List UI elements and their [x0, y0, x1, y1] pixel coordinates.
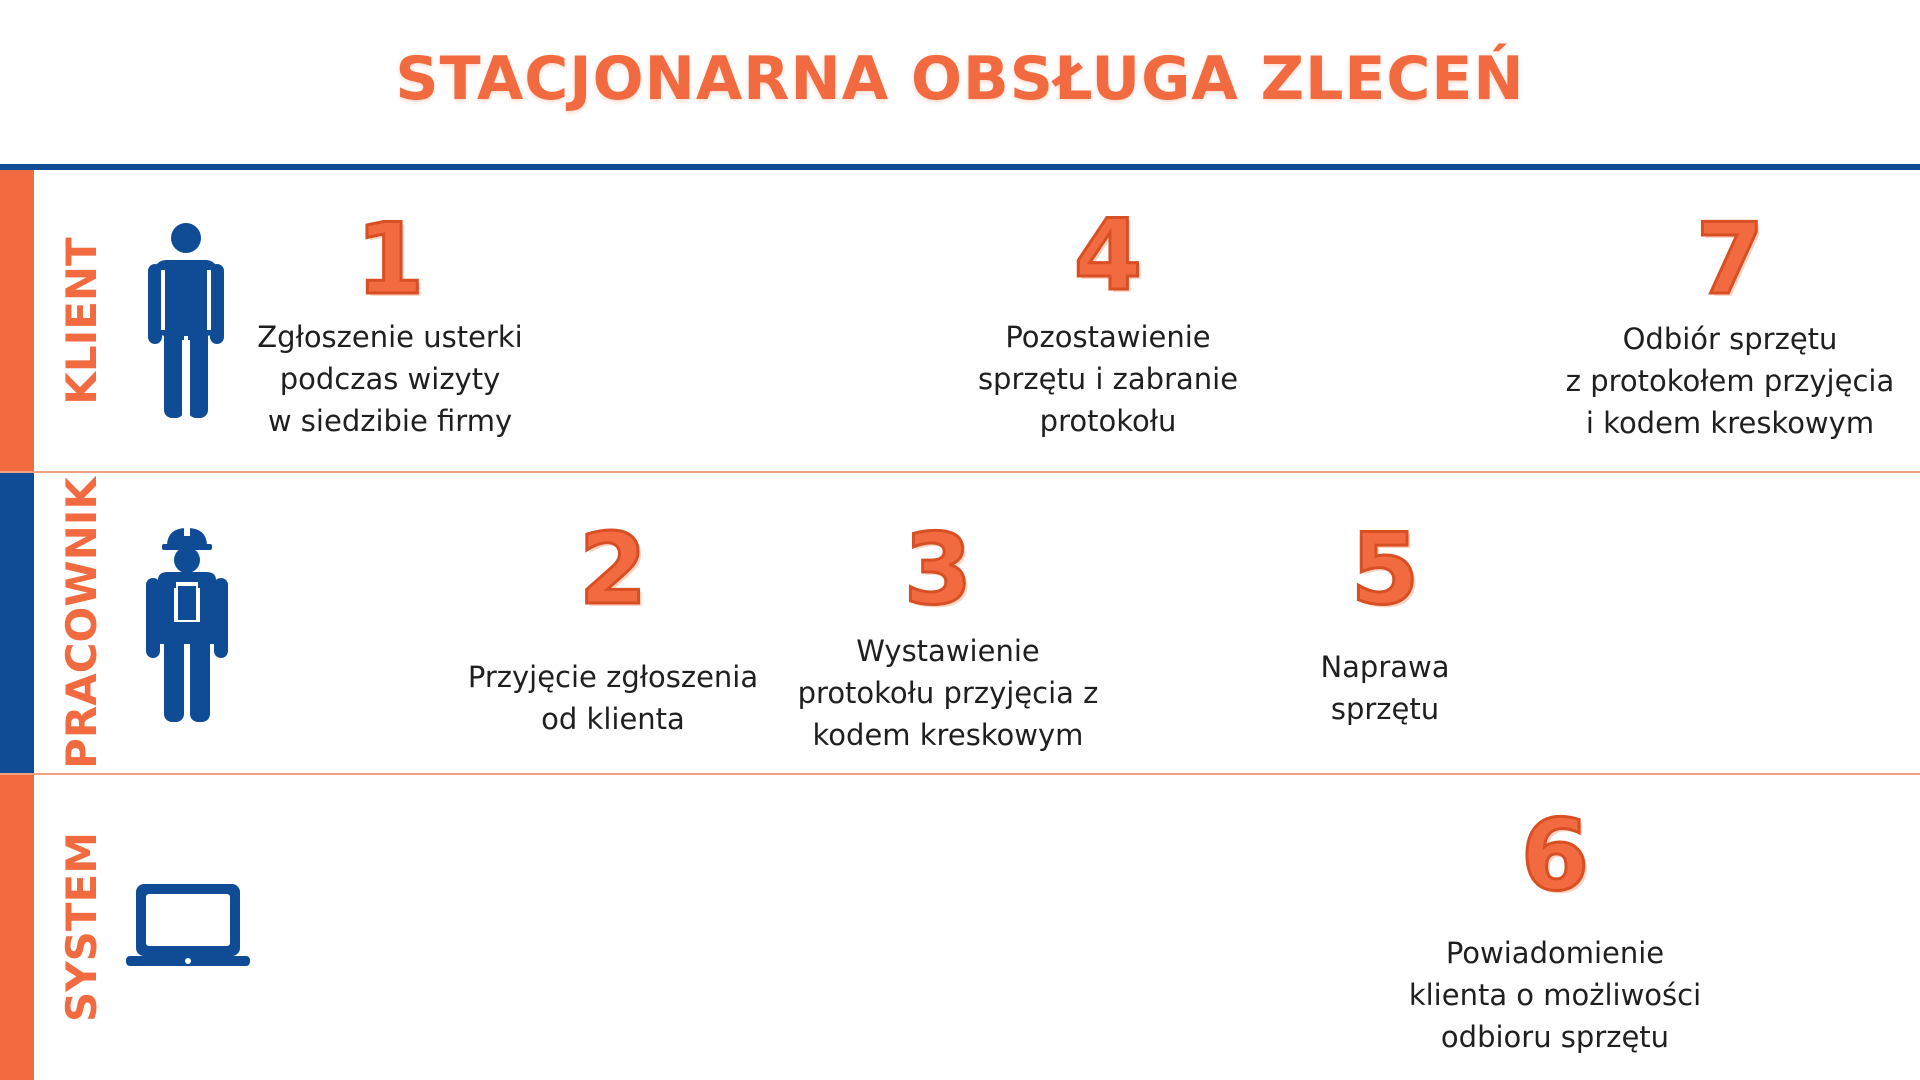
step-6-number: 6 [1520, 799, 1590, 913]
lane-bar-pracownik [0, 472, 34, 774]
lane-label-pracownik: PRACOWNIK [57, 477, 106, 769]
lane-divider-1 [0, 471, 1920, 473]
step-3-text: Wystawienie protokołu przyjęcia z kodem kreskowym [797, 634, 1099, 752]
laptop-icon [126, 880, 250, 970]
step-7-text: Odbiór sprzętu z protokołem przyjęcia i kodem kreskowym [1565, 322, 1895, 440]
lane-divider-2 [0, 773, 1920, 775]
step-6-text: Powiadomienie klienta o możliwości odbioru sprzętu [1408, 936, 1702, 1054]
step-4-number: 4 [1073, 199, 1143, 313]
step-4-text: Pozostawienie sprzętu i zabranie protokołu [977, 320, 1239, 438]
step-2-text: Przyjęcie zgłoszenia od klienta [467, 660, 759, 736]
lane-label-klient: KLIENT [57, 237, 106, 405]
lane-bar-system [0, 774, 34, 1080]
step-7-number: 7 [1695, 203, 1765, 317]
lane-label-system: SYSTEM [57, 831, 106, 1023]
person-icon [146, 220, 226, 420]
step-3-number: 3 [903, 513, 973, 627]
step-2-number: 2 [578, 513, 648, 627]
diagram-title: STACJONARNA OBSŁUGA ZLECEŃ [395, 44, 1525, 114]
step-1-text: Zgłoszenie usterki podczas wizyty w siedzibie firmy [257, 320, 523, 438]
step-5-number: 5 [1350, 513, 1420, 627]
step-1-number: 1 [355, 203, 425, 317]
lane-bar-klient [0, 170, 34, 472]
worker-hardhat-icon [142, 524, 232, 724]
top-divider [0, 164, 1920, 170]
step-5-text: Naprawa sprzętu [1320, 650, 1450, 726]
